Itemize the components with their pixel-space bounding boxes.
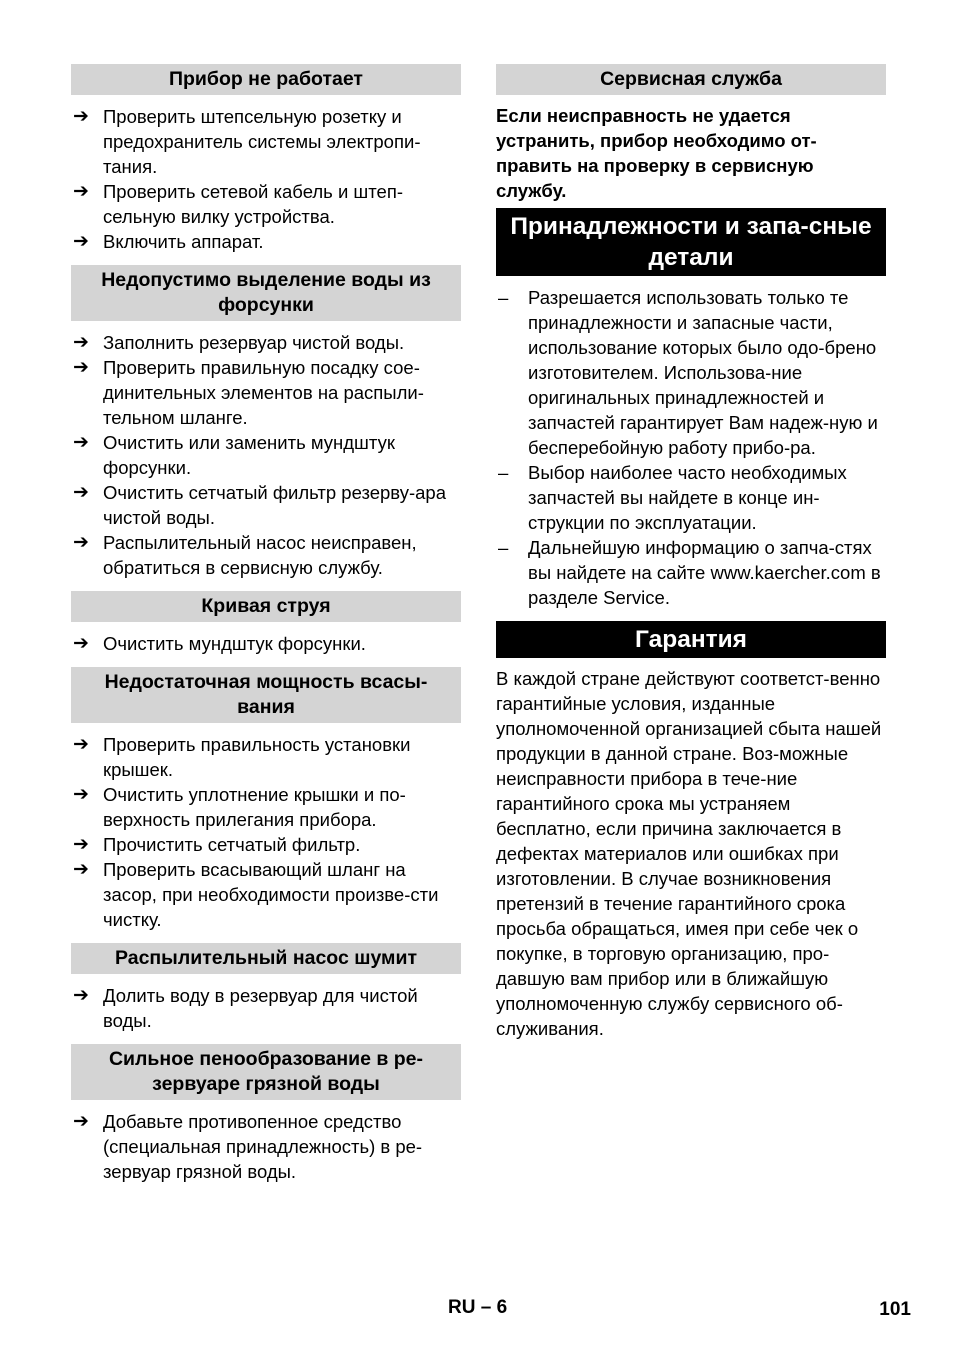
left-column [71,64,461,1195]
dash-bullet-icon: – [498,462,509,483]
section-service [496,64,886,203]
list-item: ➔ Проверить сетевой кабель и штеп-сельную вилку устройства. [73,181,403,227]
section-title: Недопустимо выделение воды из форсунки [71,265,461,321]
arrow-right-icon: ➔ [73,734,89,755]
list-item: ➔ Добавьте противопенное средство (специальная принадлежность) в ре-зервуар грязной воды. [73,1111,423,1182]
arrow-right-icon: ➔ [73,633,89,654]
right-column [496,64,886,1041]
dash-bullet-icon: – [498,537,509,558]
section-foam [71,1044,461,1195]
instruction-list [71,622,461,667]
service-text: Если неисправность не удается устранить, прибор необходимо от-править на проверку в сервисную службу. [496,105,817,201]
section-title: Гарантия [496,621,886,658]
section-device-not-working [71,64,461,265]
arrow-right-icon: ➔ [73,834,89,855]
section-water-from-nozzle [71,265,461,591]
list-item: – Выбор наиболее часто необходимых запчастей вы найдете в конце ин-струкции по эксплуатации. [498,462,847,533]
section-title: Прибор не работает [71,64,461,95]
section-title: Недостаточная мощность всасы-вания [71,667,461,723]
list-item: ➔ Очистить уплотнение крышки и по-верхность прилегания прибора. [73,784,406,830]
arrow-right-icon: ➔ [73,1111,89,1132]
section-pump-noise [71,943,461,1044]
arrow-right-icon: ➔ [73,784,89,805]
list-item: ➔ Проверить правильность установки крышек. [73,734,411,780]
list-item: ➔ Распылительный насос неисправен, обратиться в сервисную службу. [73,532,417,578]
arrow-right-icon: ➔ [73,231,89,252]
list-item: ➔ Включить аппарат. [73,231,264,252]
instruction-list [71,974,461,1044]
list-item: – Разрешается использовать только те принадлежности и запасные части, использование которых было одо-брено изготовителем. Использова-ние оригинальных принадлежностей и запчастей гарантирует Вам надеж-ную и бесперебойную работу прибо-ра. [498,287,878,458]
section-title: Сильное пенообразование в ре-зервуаре грязной воды [71,1044,461,1100]
arrow-right-icon: ➔ [73,432,89,453]
arrow-right-icon: ➔ [73,332,89,353]
section-title: Распылительный насос шумит [71,943,461,974]
section-title: Кривая струя [71,591,461,622]
instruction-list [71,1100,461,1195]
accessories-list [496,276,886,621]
section-label: RU – 6 [448,1297,508,1318]
section-warranty [496,621,886,1041]
list-item: ➔ Заполнить резервуар чистой воды. [73,332,405,353]
arrow-right-icon: ➔ [73,985,89,1006]
arrow-right-icon: ➔ [73,532,89,553]
arrow-right-icon: ➔ [73,106,89,127]
list-item: ➔ Долить воду в резервуар для чистой воды. [73,985,418,1031]
instruction-list [71,723,461,943]
section-title: Принадлежности и запа-сные детали [496,208,886,276]
warranty-text: В каждой стране действуют соответст-венно гарантийные условия, изданные уполномоченной организацией сбыта нашей продукции в данной стране. Воз-можные неисправности прибора в тече-ние гарантийного срока мы устраняем бесплатно, если причина заключается в дефектах материалов или ошибках при изготовлении. В случае возникновения претензий в течение гарантийного срока просьба обращаться, имея при себе чек о покупке, в торговую организацию, про-давшую вам прибор или в ближайшую уполномоченную службу сервисного об-служивания. [496,668,882,1039]
list-item: ➔ Очистить мундштук форсунки. [73,633,366,654]
instruction-list [71,321,461,591]
list-item: ➔ Очистить сетчатый фильтр резерву-ара чистой воды. [73,482,446,528]
section-crooked-jet [71,591,461,667]
arrow-right-icon: ➔ [73,357,89,378]
section-title: Сервисная служба [496,64,886,95]
list-item: ➔ Проверить штепсельную розетку и предохранитель системы электропи-тания. [73,106,421,177]
list-item: ➔ Проверить всасывающий шланг на засор, при необходимости произве-сти чистку. [73,859,439,930]
instruction-list [71,95,461,265]
section-low-suction [71,667,461,943]
arrow-right-icon: ➔ [73,482,89,503]
page-number: 101 [879,1299,911,1320]
arrow-right-icon: ➔ [73,181,89,202]
dash-bullet-icon: – [498,287,509,308]
section-accessories [496,208,886,621]
list-item: ➔ Прочистить сетчатый фильтр. [73,834,361,855]
list-item: ➔ Очистить или заменить мундштук форсунки. [73,432,395,478]
list-item: – Дальнейшую информацию о запча-стях вы найдете на сайте www.kaercher.com в разделе Service. [498,537,881,608]
arrow-right-icon: ➔ [73,859,89,880]
list-item: ➔ Проверить правильную посадку сое-динительных элементов на распыли-тельном шланге. [73,357,424,428]
